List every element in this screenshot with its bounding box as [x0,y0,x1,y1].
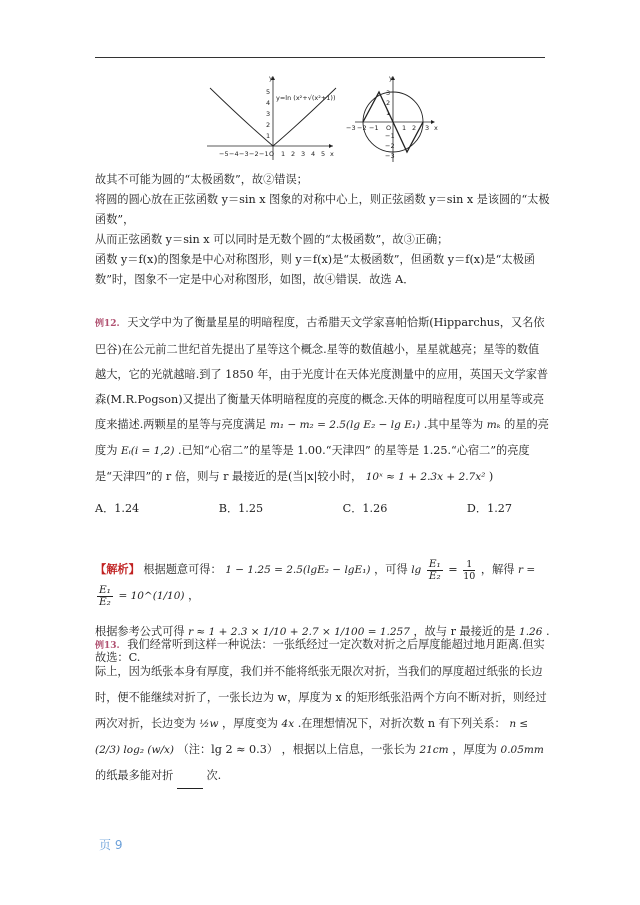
example-marker: 例13. [95,641,120,651]
example-text: 的星的亮度为 [95,418,549,457]
fraction [463,559,475,582]
equals: = [448,563,458,576]
example-text: ，厚度为 [452,743,497,756]
fraction [97,585,113,608]
left-x-tick: −3 [239,150,249,158]
right-x-tick: 2 [412,124,417,132]
example-text: .其中星等为 [423,418,484,431]
denominator: E₂ [99,595,111,608]
formula: r = [518,564,536,576]
left-y-tick-labels [266,88,270,140]
solution-label: 【解析】 [95,562,140,576]
choice-options [95,496,550,521]
right-x-label: x [434,124,438,132]
example-text: 我们经常听到这样一种说法：一张纸经过一定次数对折之后厚度能超过地月距离.但实际上，因为纸张本身有厚度，我们并不能将纸张无限次对折，当我们的厚度超过纸张的长边时，便不能继续对折了，一张长边为 w，厚度为 x 的矩形纸张沿两个方向不断对折，则经过两次对折，长边变为 [95,638,547,730]
right-y-tick: 3 [386,89,391,97]
right-x-tick: −2 [357,124,367,132]
solution-text: 根据题意可得： [143,563,222,576]
formula: 1 − 1.25 = 2.5(lgE₂ − lgE₁) [225,564,371,576]
left-x-tick: 2 [291,150,296,158]
solution-text: ，故与 r 最接近的是 [413,625,516,638]
formula: 10ˣ ≈ 1 + 2.3x + 2.7x² [365,471,486,483]
example-text: ) [488,470,494,483]
right-y-tick: 1 [386,109,391,117]
formula: m₁ − m₂ = 2.5(lg E₂ − lg E₁) [269,419,421,431]
solution-text: 根据参考公式可得 [95,625,185,638]
example-12 [95,310,550,521]
page-number: 页 9 [99,838,123,852]
formula: ½w [199,718,219,730]
right-x-tick: 1 [402,124,407,132]
fraction [427,559,443,582]
left-y-tick: 3 [266,110,271,118]
example-text: .已知“心宿二”的星等是 1.00.“天津四” 的星等是 1.25.“心宿二”的亮度是“天津四”的 r 倍，则与 r 最接近的是(当|x|较小时， [95,444,530,483]
header-rule [95,57,545,58]
solution-continuation [95,170,550,290]
paragraph: 从而正弦函数 y＝sin x 可以同时是无数个圆的“太极函数”，故③正确； [95,233,449,246]
formula: = 10^(1/10) [118,590,185,602]
formula: Eᵢ(i = 1,2) [120,445,175,457]
answer-value: 1.26 [519,626,543,638]
numerator: 1 [463,559,475,571]
example-text: .在理想情况下，对折次数 n 有下列关系： [297,717,506,730]
denominator: 10 [463,570,476,582]
paragraph: 故其不可能为圆的“太极函数”，故②错误； [95,173,308,186]
solution-text: ， [188,589,200,602]
example-13 [95,632,550,789]
right-x-tick: −1 [369,124,379,132]
answer-blank[interactable] [177,776,203,789]
right-x-tick: O [386,124,392,132]
right-x-tick: −3 [346,124,356,132]
example-text: ，根据以上信息，一张长为 [281,743,416,756]
example-text: 次. [206,769,222,782]
left-x-tick: 1 [281,150,286,158]
left-x-tick: O [269,150,275,158]
example-text: 天文学中为了衡量星星的明暗程度，古希腊天文学家喜帕恰斯(Hipparchus，又名依巴谷)在公元前二世纪首先提出了星等这个概念.星等的数值越小，星星就越亮；星等的数值越大，它的光就越暗.到了 1850 年，由于光度计在天体光度测量中的应用，英国天文学家普森(M.R.Pogson)又提出了衡量天体明暗程度的亮度的概念.天体的明暗程度可以用星等或亮度来描述.两颗星的星等与亮度满足 [95,316,549,431]
left-y-tick: 1 [266,132,271,140]
left-x-tick: 4 [311,150,316,158]
left-x-tick: −5 [219,150,229,158]
option-a: A．1.24 [95,502,140,515]
solution-text: .故选：C. [95,625,550,664]
formula: 0.05mm [500,744,544,756]
right-x-tick: 3 [425,124,430,132]
left-x-tick: 5 [321,150,326,158]
left-y-label: y [269,74,273,82]
example-text: 的纸最多能对折 [95,769,174,782]
paragraph: 将圆的圆心放在正弦函数 y＝sin x 图象的对称中心上，则正弦函数 y＝sin x 是该圆的“太极函数”， [95,193,550,226]
formula: 4x [281,718,295,730]
left-x-tick: −2 [249,150,259,158]
left-x-tick: −1 [259,150,269,158]
formula: lg [411,564,422,576]
option-c: C．1.26 [342,502,388,515]
paragraph: 函数 y＝f(x)的图象是中心对称图形，则 y＝f(x)是“太极函数”，但函数 y＝f(x)是“太极函数”时，图象不一定是中心对称图形，如图，故④错误．故选 A． [95,253,535,286]
right-graph [346,74,438,162]
formula: 21cm [419,744,449,756]
denominator: E₂ [428,569,441,582]
right-x-tick-labels [346,124,429,132]
right-y-label: y [389,74,393,82]
left-graph [207,74,336,160]
formula: n ≤ (2/3) log₂ (w/x) [95,718,529,756]
right-y-tick: −1 [385,132,395,140]
solution-text: ，可得 [374,563,408,576]
left-y-tick: 5 [266,88,271,96]
right-y-tick: −3 [385,152,395,160]
numerator: E₁ [428,557,441,570]
option-d: D．1.27 [466,502,512,515]
solution-text: ，解得 [480,563,515,576]
left-x-tick-labels [219,150,325,158]
left-x-tick: −4 [229,150,239,158]
left-equation: y=ln (x²+√(x²+1)) [276,94,336,102]
option-b: B．1.25 [218,502,264,515]
numerator: E₁ [99,583,111,596]
left-x-tick: 3 [301,150,306,158]
formula: mₖ [486,419,501,431]
right-y-tick: −2 [385,142,395,150]
example-text: ，厚度变为 [222,717,278,730]
left-x-label: x [330,150,334,158]
right-y-tick: 2 [386,99,391,107]
note: （注：lg 2 ≈ 0.3） [177,743,279,756]
function-graphs [205,72,445,167]
left-y-tick: 4 [266,99,271,107]
example-marker: 例12. [95,319,120,329]
left-y-tick: 2 [266,121,271,129]
formula: r ≈ 1 + 2.3 × 1/10 + 2.7 × 1/100 = 1.257 [188,626,410,638]
